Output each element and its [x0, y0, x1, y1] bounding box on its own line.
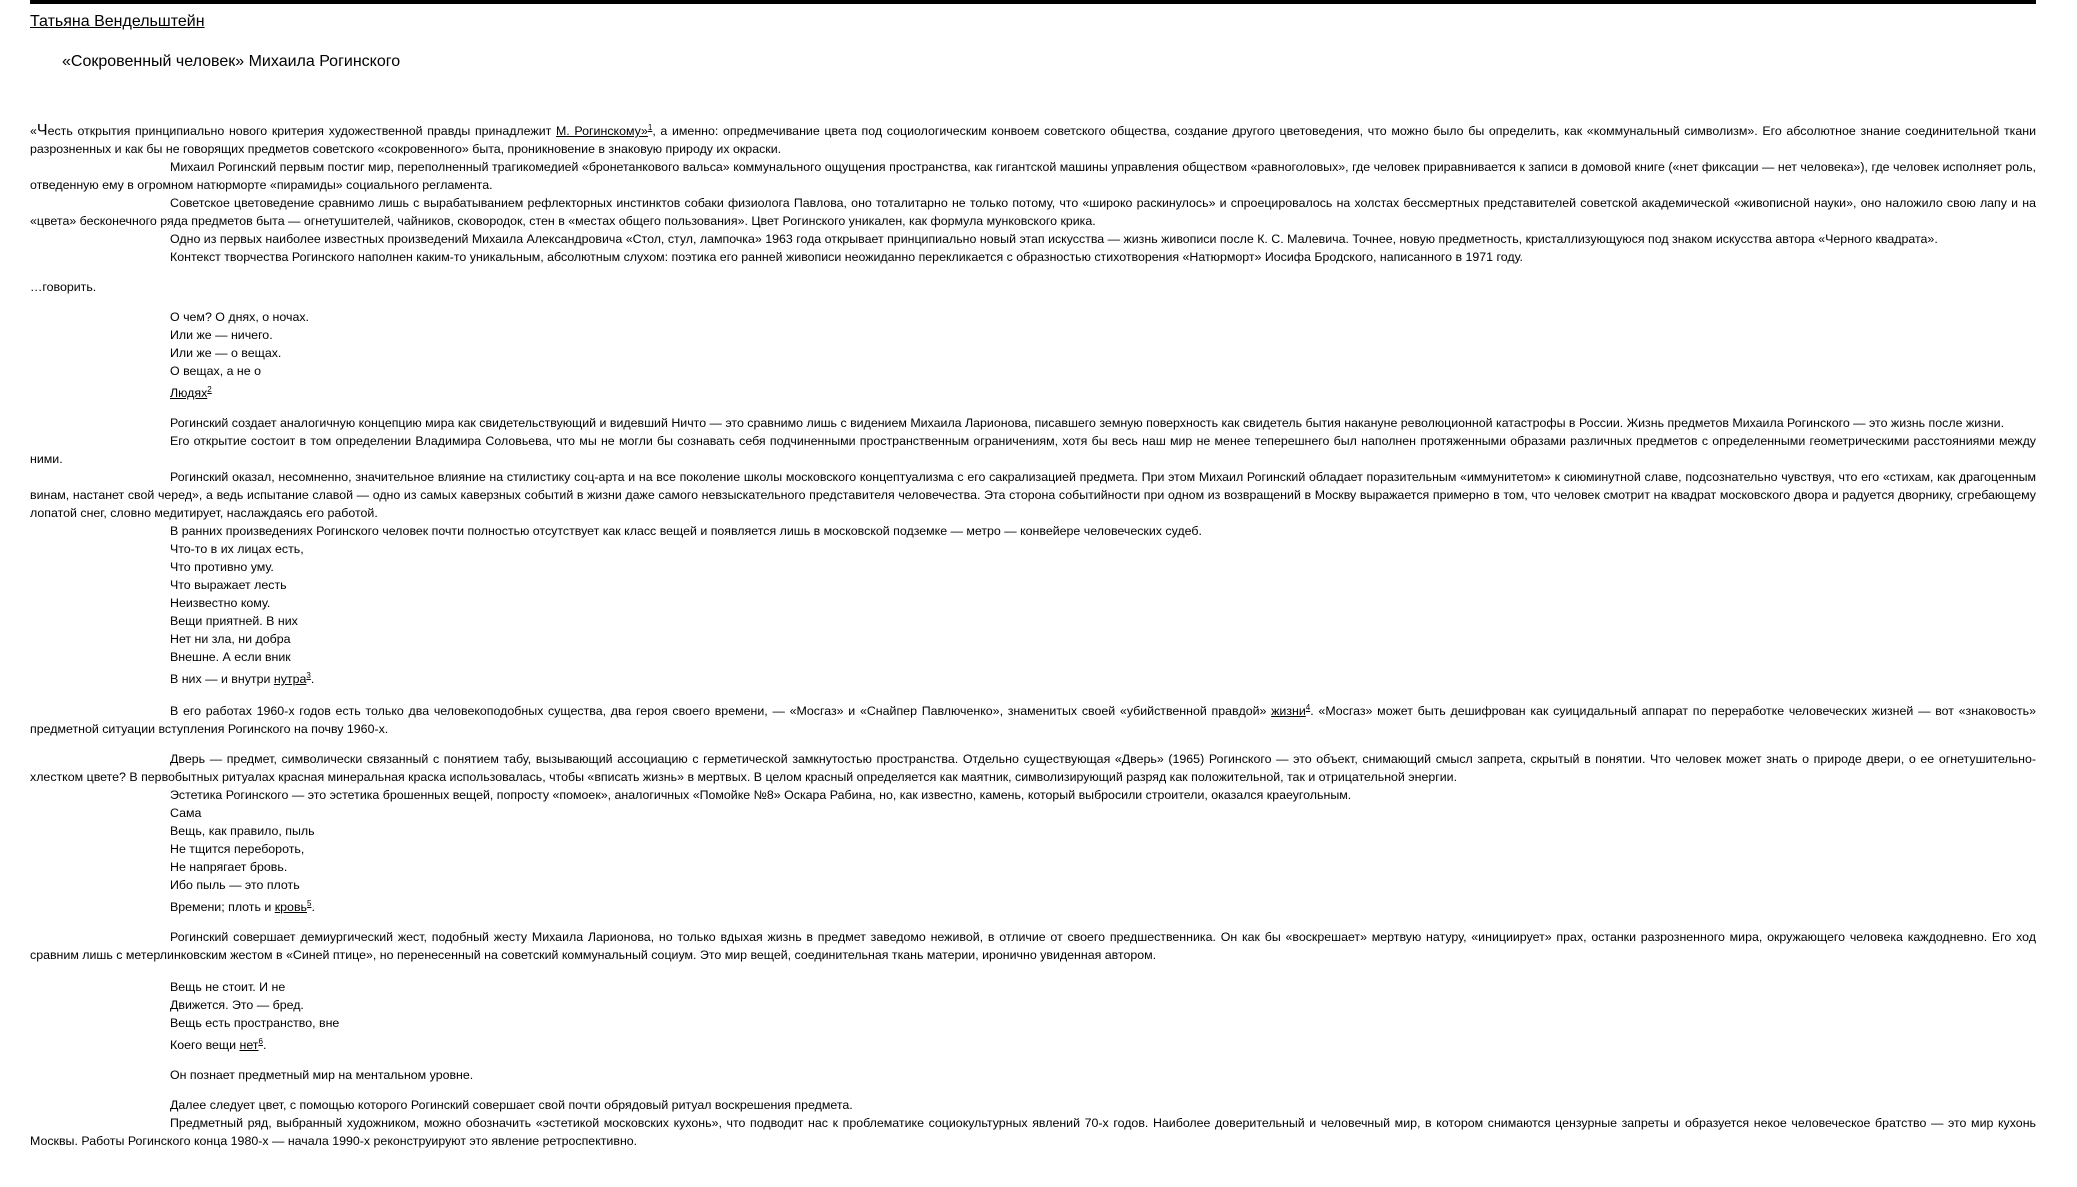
verse-line: Вещь, как правило, пыль — [170, 824, 315, 838]
verse-line: Или же — ничего. — [170, 328, 273, 342]
paragraph: Рогинский совершает демиургический жест, подобный жесту Михаила Ларионова, но только вдыхая жизнь в предмет заведомо неживой, в отличие от своего предшественника. Он как бы «воскрешает» мертвую натуру, «инициирует» прах, останки разрозненного мира, окружающего человека каждодневно. Его ход сравним лишь с метерлинковским жестом в «Синей птице», но перенесенный на советский коммунальный социум. Это мир вещей, соединительная ткань материи, иронично увиденная автором. — [30, 930, 2036, 962]
verse-line: Внешне. А если вник — [170, 650, 291, 664]
paragraph: Эстетика Рогинского — это эстетика брошенных вещей, попросту «помоек», аналогичных «Помойке №8» Оскара Рабина, но, как известно, камень, который выбросили строители, оказался краеугольным. — [170, 788, 1352, 802]
verse-block — [170, 308, 2036, 402]
verse-line: Вещь не стоит. И не — [170, 980, 286, 994]
article-title: «Сокровенный человек» Михаила Рогинского — [62, 53, 401, 70]
paragraph: «Честь открытия принципиально нового критерия художественной правды принадлежит М. Рогинскому»$^1$, а именно: опредмечивание цвета под социологическим конвоем советского общества, создание другого цветоведения, что можно было бы определить, как «коммунальный символизм». Его абсолютное знание соединительной ткани разрозненных и как бы не говорящих предметов советского «сокровенного» быта, проникновение в знаковую природу их окраски. — [30, 122, 2036, 156]
verse-line: В них — и внутри нутра$^3$. — [170, 670, 315, 686]
verse-line: Что противно уму. — [170, 560, 274, 574]
verse-line: О чем? О днях, о ночах. — [170, 310, 310, 324]
verse-line: Или же — о вещах. — [170, 346, 282, 360]
paragraph: Рогинский создает аналогичную концепцию мира как свидетельствующий и видевший Ничто — это сравнимо лишь с видением Михаила Ларионова, писавшего земную поверхность как свидетель бытия накануне революционной катастрофы в России. Жизнь предметов Михаила Рогинского — это жизнь после жизни. — [170, 416, 2005, 430]
verse-line: Что-то в их лицах есть, — [170, 542, 304, 556]
paragraph: Его открытие состоит в том определении Владимира Соловьева, что мы не могли бы сознавать себя подчиненными пространственным ограничениям, хотя бы весь наш мир не менее теперешнего был наполнен протяженными образами различных предметов с определенными геометрическими расстояниями между ними. — [30, 434, 2036, 466]
footnote-ref[interactable]: 5 — [307, 898, 312, 908]
verse-line: Ибо пыль — это плоть — [170, 878, 300, 892]
paragraph: Контекст творчества Рогинского наполнен каким-то уникальным, абсолютным слухом: поэтика его ранней живописи неожиданно перекликается с образностью стихотворения «Натюрморт» Иосифа Бродского, написанного в 1971 году. — [170, 250, 1524, 264]
paragraph: Он познает предметный мир на ментальном уровне. — [170, 1068, 474, 1082]
verse-block — [170, 540, 2036, 688]
footnote-ref[interactable]: 6 — [258, 1036, 263, 1046]
footnote-link[interactable]: нет — [239, 1038, 259, 1052]
footnote-ref[interactable]: 4 — [1305, 702, 1311, 712]
paragraph: Михаил Рогинский первым постиг мир, переполненный трагикомедией «бронетанкового вальса» коммунального ощущения пространства, как гигантской машины управления обществом «равноголовых», где человек приравнивается к записи в домовой книге («нет фиксации — нет человека»), где человек исполняет роль, отведенную ему в огромном натюрморте «пирамиды» социального регламента. — [30, 160, 2036, 192]
footnote-link[interactable]: жизни — [1271, 704, 1306, 718]
verse-line: Сама — [170, 806, 202, 820]
footnote-link[interactable]: М. Рогинскому» — [555, 124, 648, 138]
verse-line: Неизвестно кому. — [170, 596, 271, 610]
verse-line: О вещах, а не о — [170, 364, 261, 378]
paragraph: Далее следует цвет, с помощью которого Рогинский совершает свой почти обрядовый ритуал воскрешения предмета. — [170, 1098, 853, 1112]
article-body — [30, 122, 2036, 1150]
verse-line: Что выражает лесть — [170, 578, 287, 592]
verse-intro: …говорить. — [30, 280, 97, 294]
paragraph: Одно из первых наиболее известных произведений Михаила Александровича «Стол, стул, лампочка» 1963 года открывает принципиально новый этап искусства — жизнь живописи после К. С. Малевича. Точнее, новую предметность, кристаллизующуюся под знаком искусства автора «Черного квадрата». — [170, 232, 1938, 246]
footnote-ref[interactable]: 1 — [647, 122, 653, 132]
verse-line: Времени; плоть и кровь$^5$. — [170, 898, 315, 914]
verse-line: Нет ни зла, ни добра — [170, 632, 291, 646]
paragraph: В его работах 1960-х годов есть только два человекоподобных существа, два героя своего времени, — «Мосгаз» и «Снайпер Павлюченко», знаменитых своей «убийственной правдой» жизни$^4$. «Мосгаз» может быть дешифрован как суицидальный аппарат по переработке человеческих жизней — вот «знаковость» предметной ситуации вступления Рогинского на почву 1960-х. — [30, 702, 2036, 736]
verse-line: Коего вещи нет$^6$. — [170, 1036, 267, 1052]
drop-letter: Ч — [36, 122, 48, 139]
verse-line: Не напрягает бровь. — [170, 860, 288, 874]
paragraph: Дверь — предмет, символически связанный с понятием табу, вызывающий ассоциацию с герметической замкнутостью пространства. Отдельно существующая «Дверь» (1965) Рогинского — это объект, снимающий смысл запрета, скрытый в понятии. Что человек может знать о природе двери, о ее огнетушительно-хлестком цвете? В первобытных ритуалах красная минеральная краска использовалась, чтобы «вписать жизнь» в мертвых. В целом красный определяется как маятник, символизирующий разряд как положительной, так и отрицательной энергии. — [30, 752, 2036, 784]
verse-line — [170, 384, 2036, 402]
footnote-link[interactable]: Людях — [170, 386, 208, 400]
article — [30, 12, 2036, 1150]
paragraph: Советское цветоведение сравнимо лишь с вырабатыванием рефлекторных инстинктов собаки физиолога Павлова, оно тоталитарно не только потому, что «широко раскинулось» и спроецировалось на холстах бессмертных представителей советской академической «живописной науки», оно наложило свою лапу и на «цвета» бесконечного ряда предметов быта — огнетушителей, чайников, сковородок, стен в «местах общего пользования». Цвет Рогинского уникален, как формула мунковского крика. — [30, 196, 2036, 228]
top-rule — [30, 0, 2036, 4]
verse-line: Вещь есть пространство, вне — [170, 1016, 340, 1030]
verse-line: Вещи приятней. В них — [170, 614, 298, 628]
verse-line: Не тщится перебороть, — [170, 842, 305, 856]
footnote-link[interactable]: нутра — [273, 672, 307, 686]
verse-line: Движется. Это — бред. — [170, 998, 304, 1012]
paragraph: Предметный ряд, выбранный художником, можно обозначить «эстетикой московских кухонь», что подводит нас к проблематике социокультурных явлений 70-х годов. Наиболее доверительный и человечный мир, в котором снимаются цензурные запреты и образуется некое человеческое братство — это мир кухонь Москвы. Работы Рогинского конца 1980-х — начала 1990-х реконструируют это явление ретроспективно. — [30, 1116, 2036, 1148]
verse-block — [170, 978, 2036, 1054]
paragraph: Рогинский оказал, несомненно, значительное влияние на стилистику соц-арта и на все поколение школы московского концептуализма с его сакрализацией предмета. При этом Михаил Рогинский обладает поразительным «иммунитетом» к сиюминутной славе, подсознательно чувствуя, что его «стихам, как драгоценным винам, настанет свой черед», а ведь испытание славой — одно из самых каверзных событий в жизни даже самого невзыскательного представителя человечества. Эта сторона событийности при одном из возвращений в Москву выражается примерно в том, что человек смотрит на квадрат московского двора и радуется дворнику, сгребающему лопатой снег, словно медитирует, наслаждаясь его работой. — [30, 470, 2036, 520]
paragraph: В ранних произведениях Рогинского человек почти полностью отсутствует как класс вещей и появляется лишь в московской подземке — метро — конвейере человеческих судеб. — [170, 524, 1202, 538]
verse-block — [170, 804, 2036, 916]
author-link[interactable]: Татьяна Вендельштейн — [30, 13, 205, 30]
footnote-ref[interactable]: 2 — [207, 384, 212, 394]
footnote-link[interactable]: кровь — [274, 900, 307, 914]
footnote-ref[interactable]: 3 — [306, 670, 311, 680]
